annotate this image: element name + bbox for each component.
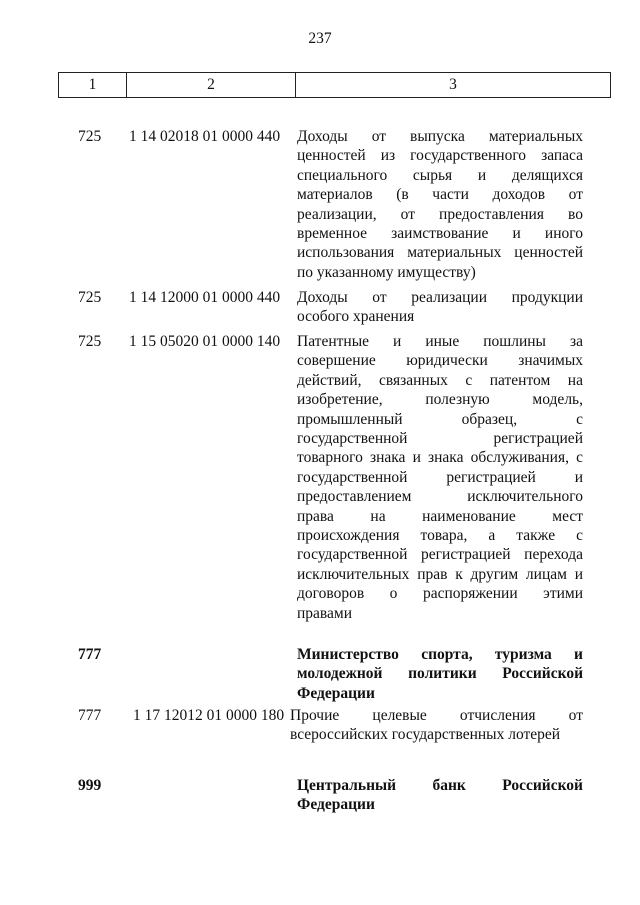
description-line: Патентные и иные пошлины за — [297, 333, 583, 350]
description-line: государственной регистрацией и — [297, 468, 583, 486]
description-line: промышленный образец, с — [297, 410, 583, 428]
description-line: Министерство спорта, туризма и — [297, 646, 583, 663]
table-header — [58, 72, 611, 98]
description-line: ценностей из государственного запаса — [297, 147, 583, 165]
row-description — [297, 645, 583, 703]
description-line: исключительных прав к другим лицам и — [297, 565, 583, 583]
description-line: Доходы от реализации продукции — [297, 289, 583, 306]
description-line: по указанному имуществу) — [297, 263, 476, 281]
description-line: Центральный банк Российской — [297, 777, 583, 794]
description-line: договоров о распоряжении этими — [297, 585, 583, 603]
row-admin-code: 777 — [78, 646, 102, 663]
row-revenue-code: 1 15 05020 01 0000 140 — [129, 333, 281, 350]
row-admin-code: 725 — [78, 128, 102, 145]
row-revenue-code: 1 17 12012 01 0000 180 — [133, 707, 285, 724]
row-description — [290, 706, 583, 745]
row-description — [297, 127, 583, 282]
description-line: государственной регистрацией перехода — [297, 546, 583, 564]
description-line: специального сырья и делящихся — [297, 166, 583, 184]
description-line: изобретение, полезную модель, — [297, 391, 583, 409]
header-col-2: 2 — [127, 73, 296, 97]
page-number: 237 — [308, 30, 332, 47]
description-line: особого хранения — [297, 308, 415, 326]
description-line: временное заимствование и иного — [297, 225, 583, 243]
row-admin-code: 725 — [78, 333, 102, 350]
row-description — [297, 332, 583, 623]
description-line: использования материальных ценностей — [297, 244, 583, 262]
header-col-3: 3 — [449, 76, 457, 93]
description-line: совершение юридически значимых — [297, 352, 583, 370]
description-line: реализации, от предоставления во — [297, 205, 583, 223]
row-admin-code: 777 — [78, 707, 102, 724]
row-admin-code: 999 — [78, 777, 102, 794]
description-line: правами — [297, 604, 353, 622]
row-revenue-code: 1 14 12000 01 0000 440 — [129, 289, 281, 306]
description-line: Прочие целевые отчисления от — [290, 707, 583, 724]
description-line: Федерации — [297, 796, 375, 814]
description-line: Доходы от выпуска материальных — [297, 128, 583, 145]
description-line: молодежной политики Российской — [297, 665, 583, 683]
description-line: всероссийских государственных лотерей — [290, 726, 561, 744]
header-col-1: 1 — [59, 73, 127, 97]
description-line: права на наименование мест — [297, 507, 583, 525]
description-line: товарного знака и знака обслуживания, с — [297, 449, 583, 467]
row-description — [297, 288, 583, 327]
row-description — [297, 776, 583, 815]
description-line: государственной регистрацией — [297, 430, 583, 448]
row-revenue-code: 1 14 02018 01 0000 440 — [129, 128, 281, 145]
description-line: действий, связанных с патентом на — [297, 371, 583, 389]
description-line: Федерации — [297, 684, 375, 702]
description-line: предоставлением исключительного — [297, 488, 583, 506]
row-admin-code: 725 — [78, 289, 102, 306]
description-line: материалов (в части доходов от — [297, 186, 583, 204]
description-line: происхождения товара, а также с — [297, 527, 583, 545]
